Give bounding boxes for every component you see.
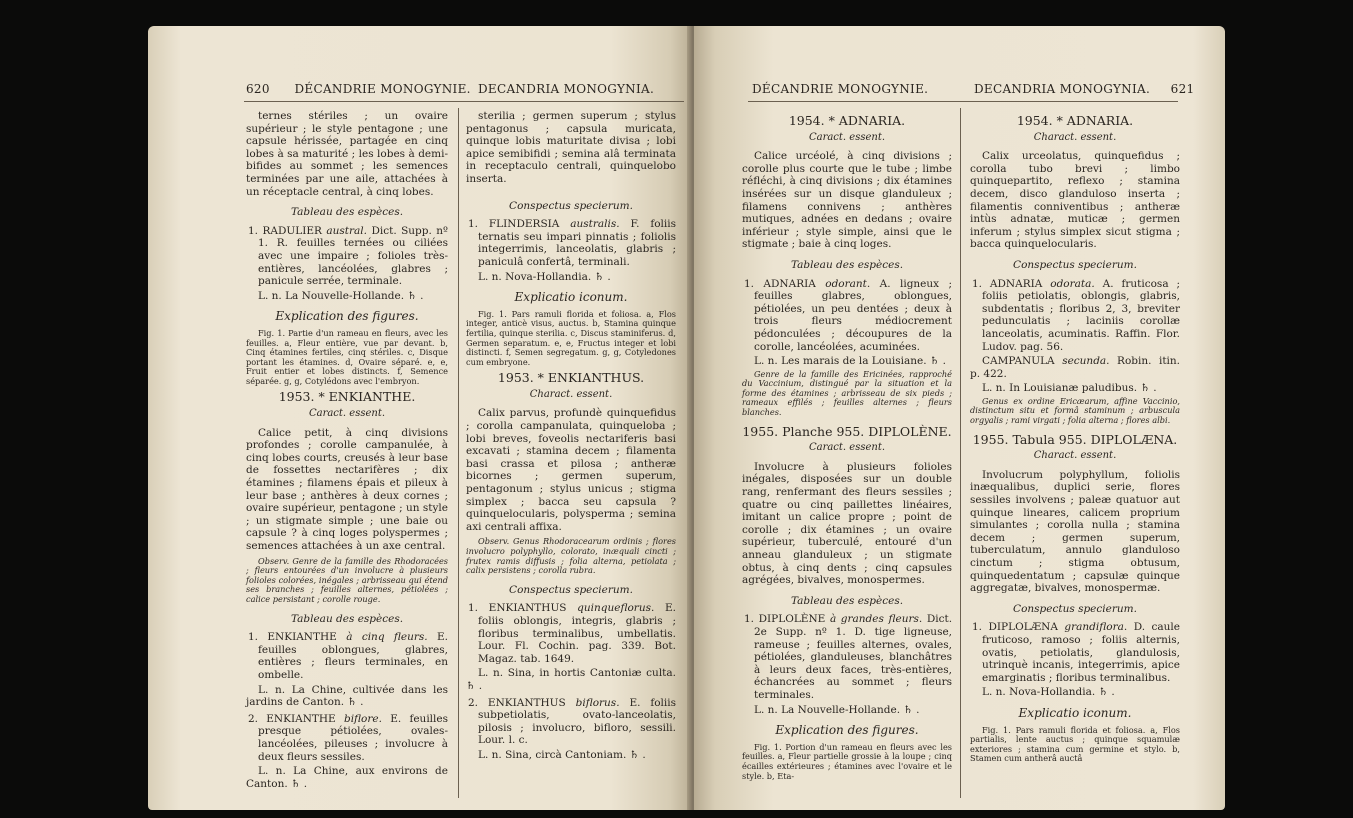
section-heading: Tableau des espèces. bbox=[290, 206, 404, 219]
running-head-left-fr: DÉCANDRIE MONOGYNIE. bbox=[294, 82, 471, 96]
species-entry: 1. ENKIANTHE à cinq fleurs. E. feuilles oblongues, glabres, entières ; fleurs terminales, en ombelle. bbox=[248, 631, 449, 681]
species-synonym: CAMPANULA secunda. Robin. itin. p. 422. bbox=[970, 355, 1181, 380]
genus-heading: 1953. * ENKIANTHE. bbox=[278, 389, 416, 405]
genus-heading: 1954. * ADNARIA. bbox=[788, 113, 906, 128]
genus-description: Calix parvus, profundè quinquefidus ; corolla campanulata, quinqueloba ; lobi breves, foveolis nectariferis basi excavati ; stamina decem ; filamenta basi crassa et pilosa ; antheræ bicornes ; germen superum, pentagonum ; stylus unicus ; stigma simplex ; bacca seu capsula ? quinquelocularis, polysperma ; semina axi centrali affixa. bbox=[466, 407, 676, 533]
section-heading: Tableau des espèces. bbox=[790, 258, 904, 271]
figure-caption: Fig. 1. Portion d'un rameau en fleurs avec les feuilles. a, Fleur partielle grossie à la loupe ; cinq écailles extérieures ; étamines avec l'ovaire et le style. b, Eta- bbox=[742, 741, 952, 781]
page-number-right: 621 bbox=[1170, 82, 1195, 96]
genus-description: Calix urceolatus, quinquefidus ; corolla tubo brevi ; limbo quinquepartito, reflexo ; stamina decem, disco glanduloso inserta ; filamentis conniventibus ; antheræ intùs adnatæ, muticæ ; germen inferum ; stylus simplex sicut stigma ; bacca quinquelocularis. bbox=[970, 150, 1180, 251]
species-locality: L. n. La Nouvelle-Hollande. ♄ . bbox=[754, 703, 920, 716]
figure-caption: Fig. 1. Pars ramuli florida et foliosa. a, Flos integer, anticè visus, auctus. b, Stamina quinque fertilia, quinque sterilia. c, Discus staminiferus. d, Germen separatum. e, e, Fructus integer et lobi distincti. f, Semen segregatum. g, g, Cotyledones cum embryone. bbox=[466, 308, 676, 367]
species-locality: L. n. Les marais de la Louisiane. ♄ . bbox=[754, 355, 946, 368]
species-entry: 1. ADNARIA odorata. A. fruticosa ; foliis petiolatis, oblongis, glabris, subdentatis ; floribus 2, 3, breviter pedunculatis ; laciniis corollæ lanceolatis, acuminatis. Raffin. Flor. Ludov. pag. 56. bbox=[972, 277, 1181, 353]
section-heading: Conspectus specierum. bbox=[1013, 602, 1137, 615]
section-heading: Conspectus specierum. bbox=[509, 199, 633, 212]
column-divider-left bbox=[458, 108, 459, 798]
head-rule-left bbox=[244, 101, 684, 102]
section-heading: Explicatio iconum. bbox=[514, 290, 628, 305]
genus-description: Involucre à plusieurs folioles inégales, disposées sur un double rang, renfermant des fleurs sessiles ; quatre ou cinq paillettes linéaires, imitant un calice propre ; point de corolle ; dix étamines ; un ovaire supérieur, tuberculé, entouré d'un anneau glanduleux ; un stigmate obtus, à cinq dents ; cinq capsules agrégées, bivalves, monospermes. bbox=[742, 460, 952, 587]
section-heading: Charact. essent. bbox=[1033, 131, 1117, 143]
genus-heading: 1955. Tabula 955. DIPLOLÆNA. bbox=[972, 431, 1178, 447]
species-locality: L. n. Sina, circà Cantoniam. ♄ . bbox=[478, 748, 646, 761]
running-head-right-la: DECANDRIA MONOGYNIA. bbox=[974, 82, 1151, 96]
genus-observation: Genus ex ordine Ericæarum, affine Vaccinio, distinctum situ et formâ staminum ; arbuscula orgyalis ; rami virgati ; folia alterna ; flores albi. bbox=[970, 395, 1180, 426]
section-heading: Caract. essent. bbox=[308, 408, 386, 420]
head-rule-right bbox=[748, 101, 1178, 102]
figure-caption: Fig. 1. Partie d'un rameau en fleurs, avec les feuilles. a, Fleur entière, vue par devant. b, Cinq étamines fertiles, cinq stériles. c, Disque portant les étamines. d, Ovaire séparé. e, e, Fruit entier et lobes distincts. f, Semence séparée. g, g, Cotylédons avec l'embryon. bbox=[246, 327, 448, 386]
right-page-col-la bbox=[970, 110, 1180, 766]
species-entry: 1. ADNARIA odorant. A. ligneux ; feuilles glabres, oblongues, pétiolées, un peu dentées ; deux à trois fleurs médiocrement pédonculées ; découpures de la corolle, lancéolées, acuminées. bbox=[744, 277, 953, 353]
section-heading: Caract. essent. bbox=[808, 442, 886, 454]
species-entry: 1. ENKIANTHUS quinqueflorus. E. foliis oblongis, integris, glabris ; floribus terminalibus, umbellatis. Lour. Fl. Cochin. pag. 339. Bot. Magaz. tab. 1649. bbox=[468, 602, 676, 665]
page-number-left: 620 bbox=[246, 82, 270, 96]
section-heading: Conspectus specierum. bbox=[1013, 258, 1137, 271]
section-heading: Tableau des espèces. bbox=[290, 612, 404, 625]
running-head-left-la: DECANDRIA MONOGYNIA. bbox=[478, 82, 655, 96]
section-heading: Explication des figures. bbox=[275, 309, 419, 324]
species-locality: L. n. Nova-Hollandia. ♄ . bbox=[478, 270, 611, 283]
section-heading: Tableau des espèces. bbox=[790, 594, 904, 607]
species-locality: L. n. La Chine, cultivée dans les jardins de Canton. ♄ . bbox=[246, 683, 448, 709]
section-heading: Charact. essent. bbox=[1033, 450, 1117, 462]
genus-observation: Genre de la famille des Ericinées, rapproché du Vaccinium, distingué par la situation et la forme des étamines ; arbrisseau de six pieds ; rameaux effilés ; feuilles alternes ; fleurs blanches. bbox=[742, 368, 952, 418]
species-locality: L. n. La Nouvelle-Hollande. ♄ . bbox=[258, 289, 424, 302]
species-entry: 2. ENKIANTHE biflore. E. feuilles presque pétiolées, ovales-lancéolées, pileuses ; involucre à deux fleurs sessiles. bbox=[248, 712, 448, 763]
section-heading: Conspectus specierum. bbox=[509, 583, 633, 596]
genus-description: Calice petit, à cinq divisions profondes ; corolle campanulée, à cinq lobes courts, creusés à leur base de fossettes nectarifères ; dix étamines ; filamens épais et pileux à leur base ; anthères à deux cornes ; ovaire supérieur, pentagone ; un style ; un stigmate simple ; une baie ou capsule ? à cinq loges polyspermes ; semences attachées à un axe central. bbox=[246, 426, 448, 552]
genus-description: Calice urcéolé, à cinq divisions ; corolle plus courte que le tube ; limbe réfléchi, à cinq divisions ; dix étamines insérées sur un disque glanduleux ; filamens connivens ; anthères mutiques, adnées en dedans ; ovaire inférieur ; style simple, ainsi que le stigmate ; baie à cinq loges. bbox=[742, 150, 952, 251]
genus-heading: 1954. * ADNARIA. bbox=[1016, 113, 1134, 128]
right-page bbox=[694, 26, 1225, 810]
species-entry: 1. FLINDERSIA australis. F. foliis ternatis seu impari pinnatis ; foliolis integerrimis, lanceolatis, glabris ; paniculâ confertâ, terminali. bbox=[468, 218, 676, 268]
left-page-number-and-head bbox=[246, 82, 471, 96]
species-locality: L. n. La Chine, aux environs de Canton. ♄ . bbox=[246, 765, 448, 790]
right-page-head-and-number bbox=[974, 82, 1194, 96]
section-heading: Explicatio iconum. bbox=[1018, 705, 1132, 720]
species-entry: 1. DIPLOLÈNE à grandes fleurs. Dict. 2e Supp. nº 1. D. tige ligneuse, rameuse ; feuilles alternes, ovales, pétiolées, glanduleuses, blanchâtres à leurs deux faces, très-entières, échancrées au sommet ; fleurs terminales. bbox=[744, 613, 953, 701]
species-entry: 1. DIPLOLÆNA grandiflora. D. caule fruticoso, ramoso ; foliis alternis, ovatis, petiolatis, glandulosis, utrinquè incanis, integerrimis, apice emarginatis ; floribus terminalibus. bbox=[972, 621, 1181, 684]
right-page-col-fr bbox=[742, 110, 952, 783]
genus-observation: Observ. Genre de la famille des Rhodoracées ; fleurs entourées d'un involucre à plusieurs folioles colorées, inégales ; arbrisseau qui étend ses branches ; feuilles alternes, pétiolées ; calice persistant ; corolle rouge. bbox=[246, 555, 448, 604]
open-book bbox=[148, 26, 1225, 810]
species-locality: L. n. In Louisianæ paludibus. ♄ . bbox=[982, 382, 1157, 395]
left-page-col-fr bbox=[246, 110, 448, 792]
left-page-col-la bbox=[466, 110, 676, 764]
column-divider-right bbox=[960, 108, 961, 798]
running-head-right-fr: DÉCANDRIE MONOGYNIE. bbox=[752, 82, 929, 96]
species-entry: 1. RADULIER austral. Dict. Supp. nº 1. R. feuilles ternées ou ciliées avec une impaire ; folioles très-entières, lancéolées, glabres ; panicule serrée, terminale. bbox=[248, 224, 448, 288]
species-entry: 2. ENKIANTHUS biflorus. E. foliis subpetiolatis, ovato-lanceolatis, pilosis ; involucro, bifloro, sessili. Lour. l. c. bbox=[468, 696, 676, 747]
figure-caption: Fig. 1. Pars ramuli florida et foliosa. a, Flos partialis, lente auctus ; quinque squamulæ exteriores ; stamina cum germine et stylo. b, Stamen cum antherâ auctâ bbox=[970, 724, 1180, 764]
genus-description: Involucrum polyphyllum, foliolis inæqualibus, duplici serie, flores sessiles involvens ; paleæ quatuor aut quinque lineares, calicem proprium simulantes ; corolla nulla ; stamina decem ; germen superum, tuberculatum, annulo glanduloso cinctum ; stigma obtusum, quinquedentatum ; capsulæ quinque aggregatæ, bivalves, monospermæ. bbox=[970, 468, 1180, 595]
genus-continuation-text: sterilia ; germen superum ; stylus pentagonus ; capsula muricata, quinque lobis maturitate divisa ; lobi apice semibifidi ; semina alâ terminata in receptaculo centrali, quinquelobo inserta. bbox=[466, 110, 676, 185]
genus-continuation-text: ternes stériles ; un ovaire supérieur ; le style pentagone ; une capsule hérissée, partagée en cinq lobes à sa maturité ; les lobes à demi-bifides au sommet ; les semences terminées par une aile, attachées à un réceptacle central, à cinq lobes. bbox=[246, 110, 448, 198]
section-heading: Caract. essent. bbox=[808, 131, 886, 143]
left-page bbox=[148, 26, 692, 810]
section-heading: Charact. essent. bbox=[529, 388, 613, 400]
genus-heading: 1955. Planche 955. DIPLOLÈNE. bbox=[742, 423, 952, 439]
genus-observation: Observ. Genus Rhodoracearum ordinis ; flores involucro polyphyllo, colorato, inæquali cincti ; frutex ramis diffusis ; folia alterna, petiolata ; calix persistens ; corolla rubra. bbox=[466, 536, 676, 576]
species-locality: L. n. Nova-Hollandia. ♄ . bbox=[982, 686, 1115, 699]
section-heading: Explication des figures. bbox=[775, 723, 919, 738]
species-locality: L. n. Sina, in hortis Cantoniæ culta. ♄ . bbox=[466, 667, 676, 692]
genus-heading: 1953. * ENKIANTHUS. bbox=[497, 370, 645, 386]
